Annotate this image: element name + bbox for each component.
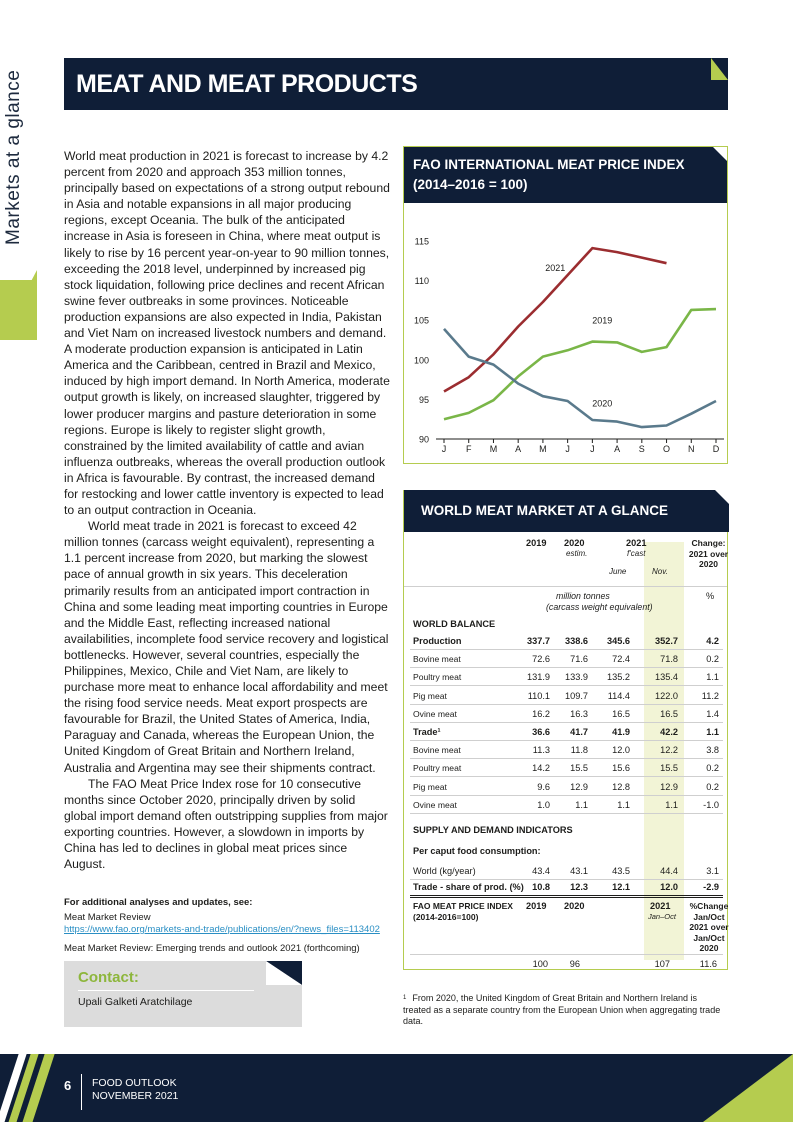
trade-share-nov: 12.0 xyxy=(660,882,678,892)
price-index-line-chart xyxy=(404,203,727,463)
col-header-nov: Nov. xyxy=(652,567,668,576)
table-cell-chg: 0.2 xyxy=(706,782,719,792)
series-label-2021: 2021 xyxy=(545,263,566,274)
table-cell-v2019: 337.7 xyxy=(527,636,550,646)
y-tick-label: 100 xyxy=(413,355,429,366)
world-row-2020: 43.1 xyxy=(570,866,588,876)
table-cell-chg: 11.2 xyxy=(701,691,719,701)
col-header-june: June xyxy=(609,567,627,576)
row-divider xyxy=(410,813,723,814)
table-cell-nov: 42.2 xyxy=(660,727,678,737)
index-col-2019: 2019 xyxy=(526,901,547,911)
chart-title-line-2: (2014–2016 = 100) xyxy=(413,177,528,192)
table-cell-v2020: 41.7 xyxy=(570,727,588,737)
table-cell-nov: 16.5 xyxy=(660,709,678,719)
page-number: 6 xyxy=(64,1078,72,1093)
row-divider xyxy=(410,685,723,686)
index-row-2020: 96 xyxy=(569,959,580,969)
contact-title: Contact: xyxy=(78,969,139,986)
table-cell-chg: 0.2 xyxy=(706,763,719,773)
side-band-diagonal xyxy=(0,270,37,340)
world-row-change: 3.1 xyxy=(706,866,719,876)
table-row-label: Bovine meat xyxy=(413,654,461,664)
table-cell-v2020: 15.5 xyxy=(570,763,588,773)
unit-main: million tonnes xyxy=(556,591,610,601)
footer-separator xyxy=(81,1074,82,1110)
row-divider xyxy=(410,879,723,880)
chart-title xyxy=(413,155,718,195)
body-text xyxy=(64,148,390,872)
trade-share-label: Trade - share of prod. (%) xyxy=(413,882,524,892)
table-cell-v2020: 71.6 xyxy=(570,654,588,664)
table-footnote xyxy=(403,993,723,1028)
table-cell-june: 72.4 xyxy=(612,654,630,664)
col-header-2019: 2019 xyxy=(526,538,547,548)
x-tick-label: O xyxy=(663,444,671,454)
table-cell-v2020: 133.9 xyxy=(565,672,588,682)
trade-share-change: -2.9 xyxy=(703,882,719,892)
table-cell-june: 15.6 xyxy=(612,763,630,773)
x-tick-label: D xyxy=(712,444,720,454)
paragraph-price-index: The FAO Meat Price Index rose for 10 consecutive months since October 2020, principally driven by solid global import demand often outstripping supplies from major exporting countries. However, a slowdown in imports by China has led to declines in global meat prices since August. xyxy=(64,776,388,872)
table-row-label: Poultry meat xyxy=(413,672,462,682)
table-cell-chg: -1.0 xyxy=(703,800,719,810)
table-row-label: Pig meat xyxy=(413,782,447,792)
table-cell-june: 12.8 xyxy=(612,782,630,792)
trade-share-2020: 12.3 xyxy=(570,882,588,892)
source-link[interactable]: https://www.fao.org/markets-and-trade/publications/en/?news_files=113402 xyxy=(64,924,380,935)
unit-pct: % xyxy=(706,591,715,601)
market-table-box xyxy=(403,490,728,970)
table-cell-nov: 12.9 xyxy=(660,782,678,792)
index-label: FAO MEAT PRICE INDEX (2014-2016=100) xyxy=(413,901,513,922)
publication-line-2: NOVEMBER 2021 xyxy=(92,1090,179,1102)
footnote-marker: 1 xyxy=(403,995,407,1001)
table-cell-v2019: 16.2 xyxy=(532,709,550,719)
table-header xyxy=(404,490,729,532)
table-cell-june: 41.9 xyxy=(612,727,630,737)
index-divider-bottom xyxy=(410,897,723,898)
table-row-label: Bovine meat xyxy=(413,745,461,755)
main-header xyxy=(64,58,728,110)
table-cell-chg: 4.2 xyxy=(706,636,719,646)
sub-percaput: Per caput food consumption: xyxy=(413,846,541,856)
y-tick-label: 90 xyxy=(418,434,429,445)
chart-header xyxy=(404,147,727,203)
table-cell-v2020: 1.1 xyxy=(575,800,588,810)
table-cell-chg: 1.4 xyxy=(706,709,719,719)
col-header-2021-sub: f'cast xyxy=(627,549,646,558)
y-tick-label: 115 xyxy=(414,236,429,247)
contact-corner-cut xyxy=(266,961,302,985)
table-cell-v2019: 131.9 xyxy=(527,672,550,682)
series-line-2020 xyxy=(444,329,716,427)
x-tick-label: J xyxy=(441,444,447,454)
price-index-chart-box xyxy=(403,146,728,464)
table-row-label: Ovine meat xyxy=(413,709,457,719)
table-cell-chg: 3.8 xyxy=(706,745,719,755)
index-col-change: %Change Jan/Oct 2021 over Jan/Oct 2020 xyxy=(689,901,729,953)
table-cell-june: 114.4 xyxy=(607,691,630,701)
table-cell-v2020: 12.9 xyxy=(570,782,588,792)
footnote-text: From 2020, the United Kingdom of Great Britain and Northern Ireland is treated as a separate country from the European Union when aggregating trade data. xyxy=(403,993,721,1026)
table-title: WORLD MEAT MARKET AT A GLANCE xyxy=(421,503,668,518)
x-tick-label: M xyxy=(489,444,498,454)
table-cell-june: 345.6 xyxy=(607,636,630,646)
table-cell-nov: 12.2 xyxy=(660,745,678,755)
table-row-label: Ovine meat xyxy=(413,800,457,810)
table-cell-v2019: 1.0 xyxy=(537,800,550,810)
index-col-2021: 2021 xyxy=(650,901,671,911)
col-header-2021: 2021 xyxy=(626,538,647,548)
row-divider xyxy=(410,667,723,668)
table-cell-chg: 1.1 xyxy=(706,727,719,737)
contact-name: Upali Galketi Aratchilage xyxy=(78,996,193,1008)
section-title-vertical: Markets at a glance xyxy=(3,70,24,246)
table-cell-june: 12.0 xyxy=(612,745,630,755)
index-row-change: 11.6 xyxy=(699,959,717,969)
x-tick-label: F xyxy=(465,444,472,454)
section-world-balance: WORLD BALANCE xyxy=(413,619,496,629)
series-label-2020: 2020 xyxy=(592,398,613,409)
chart-title-line-1: FAO INTERNATIONAL MEAT PRICE INDEX xyxy=(413,157,685,172)
world-row-june: 43.5 xyxy=(612,866,630,876)
page-title: MEAT AND MEAT PRODUCTS xyxy=(76,70,418,98)
publication-name xyxy=(92,1077,178,1103)
table-cell-chg: 0.2 xyxy=(706,654,719,664)
row-divider xyxy=(410,740,723,741)
y-tick-label: 105 xyxy=(413,315,429,326)
index-row-divider xyxy=(410,954,723,955)
table-cell-v2019: 11.3 xyxy=(532,745,550,755)
x-tick-label: A xyxy=(515,444,522,454)
row-divider xyxy=(410,722,723,723)
index-divider-top xyxy=(410,895,723,896)
world-row-2019: 43.4 xyxy=(532,866,550,876)
table-row-label: Trade¹ xyxy=(413,727,441,737)
sources-heading: For additional analyses and updates, see: xyxy=(64,897,253,908)
table-cell-v2019: 9.6 xyxy=(537,782,550,792)
trade-share-2019: 10.8 xyxy=(532,882,550,892)
series-line-2019 xyxy=(444,309,716,419)
series-label-2019: 2019 xyxy=(592,315,613,326)
table-cell-v2019: 36.6 xyxy=(532,727,550,737)
contact-box xyxy=(64,961,302,1027)
table-cell-v2019: 72.6 xyxy=(532,654,550,664)
publication-line-1: FOOD OUTLOOK xyxy=(92,1077,177,1089)
table-cell-nov: 352.7 xyxy=(655,636,678,646)
world-row-nov: 44.4 xyxy=(660,866,678,876)
world-row-label: World (kg/year) xyxy=(413,866,476,876)
table-corner-fold xyxy=(715,490,729,504)
table-cell-v2019: 14.2 xyxy=(532,763,550,773)
index-row-2019: 100 xyxy=(532,959,548,969)
table-cell-nov: 135.4 xyxy=(655,672,678,682)
row-divider xyxy=(410,795,723,796)
trade-share-june: 12.1 xyxy=(612,882,630,892)
unit-sub: (carcass weight equivalent) xyxy=(546,602,653,612)
contact-divider xyxy=(78,990,254,991)
table-cell-v2020: 11.8 xyxy=(570,745,588,755)
row-divider xyxy=(410,704,723,705)
paragraph-production: World meat production in 2021 is forecast to increase by 4.2 percent from 2020 and approach 353 million tonnes, principally based on expectations of a strong output rebound in Asia and notable expansions in all major producing regions, except Oceania. The bulk of the anticipated increase in Asia is foreseen in China, where meat output is likely to rise by 16 percent year-on-year to 90 million tonnes, exceeding the 2018 level, underpinned by increased pig stock liquidation, following price declines and recent African swine fever outbreaks in some provinces. Noticeable production expansions are also expected in India, Pakistan and Viet Nam on increased livestock numbers and demand. A moderate production expansion is anticipated in Latin America and the Caribbean, centred in Brazil and Mexico, induced by high import demand. In North America, moderate output growth is likely, on increased slaughter, triggered by lower producer margins and pasture deterioration in some regions. Europe is likely to register slight growth, constrained by the limited availability of cattle and avian influenza outbreaks, whereas the overall production outlook in Africa is favourable. By contrast, the increased demand for restocking and lower cattle inventory is expected to lead to an output contraction in Oceania. xyxy=(64,149,390,518)
sources-block xyxy=(64,897,394,955)
row-divider xyxy=(410,649,723,650)
col-header-2020-sub: estim. xyxy=(566,549,588,558)
index-col-2020: 2020 xyxy=(564,901,585,911)
table-cell-june: 135.2 xyxy=(607,672,630,682)
index-col-2021-sub: Jan–Oct xyxy=(648,912,676,921)
table-cell-nov: 71.8 xyxy=(660,654,678,664)
table-cell-v2020: 16.3 xyxy=(570,709,588,719)
table-row-label: Poultry meat xyxy=(413,763,462,773)
y-tick-label: 110 xyxy=(414,276,429,287)
x-tick-label: N xyxy=(688,444,695,454)
section-supply-demand: SUPPLY AND DEMAND INDICATORS xyxy=(413,825,573,835)
x-tick-label: J xyxy=(565,444,570,454)
table-cell-june: 1.1 xyxy=(617,800,630,810)
source-item-title-2: Meat Market Review: Emerging trends and outlook 2021 (forthcoming) xyxy=(64,943,360,954)
col-header-2020: 2020 xyxy=(564,538,585,548)
table-cell-v2020: 109.7 xyxy=(565,691,588,701)
footer-corner xyxy=(703,1054,793,1122)
table-cell-chg: 1.1 xyxy=(706,672,719,682)
table-row-label: Pig meat xyxy=(413,691,447,701)
chart-corner-fold xyxy=(713,147,727,161)
index-row-2021: 107 xyxy=(654,959,670,969)
header-divider xyxy=(404,586,727,587)
x-tick-label: S xyxy=(638,444,645,454)
header-corner-fold xyxy=(711,58,728,80)
table-cell-nov: 15.5 xyxy=(660,763,678,773)
x-tick-label: J xyxy=(590,444,595,454)
table-cell-v2020: 338.6 xyxy=(565,636,588,646)
x-tick-label: M xyxy=(539,444,547,454)
row-divider xyxy=(410,776,723,777)
table-cell-nov: 122.0 xyxy=(655,691,678,701)
source-item-title: Meat Market Review xyxy=(64,912,151,923)
table-row-label: Production xyxy=(413,636,462,646)
table-cell-v2019: 110.1 xyxy=(527,691,550,701)
table-cell-nov: 1.1 xyxy=(665,800,678,810)
table-cell-june: 16.5 xyxy=(612,709,630,719)
paragraph-trade: World meat trade in 2021 is forecast to exceed 42 million tonnes (carcass weight equivalent), representing a 1.1 percent increase from 2020, but marking the slowest pace of annual growth in six years. This deceleration primarily results from an anticipated import contraction in China and some leading meat importing countries in Europe and the Middle East, reflecting increased national availabilities, incomplete food service recovery and logistical bottlenecks. However, several countries, especially the Philippines, Mexico, Chile and Viet Nam, are likely to purchase more meat to enhance local affordability and meet the rising food service needs. Meat export prospects are favourable for Brazil, the United States of America, India, Paraguay and Canada, whereas the European Union, the United Kingdom of Great Britain and Northern Ireland, Australia and Argentina may see their shipments contract. xyxy=(64,519,389,775)
y-tick-label: 95 xyxy=(418,394,429,405)
row-divider xyxy=(410,758,723,759)
x-tick-label: A xyxy=(614,444,621,454)
col-header-change: Change: 2021 over 2020 xyxy=(688,538,729,569)
